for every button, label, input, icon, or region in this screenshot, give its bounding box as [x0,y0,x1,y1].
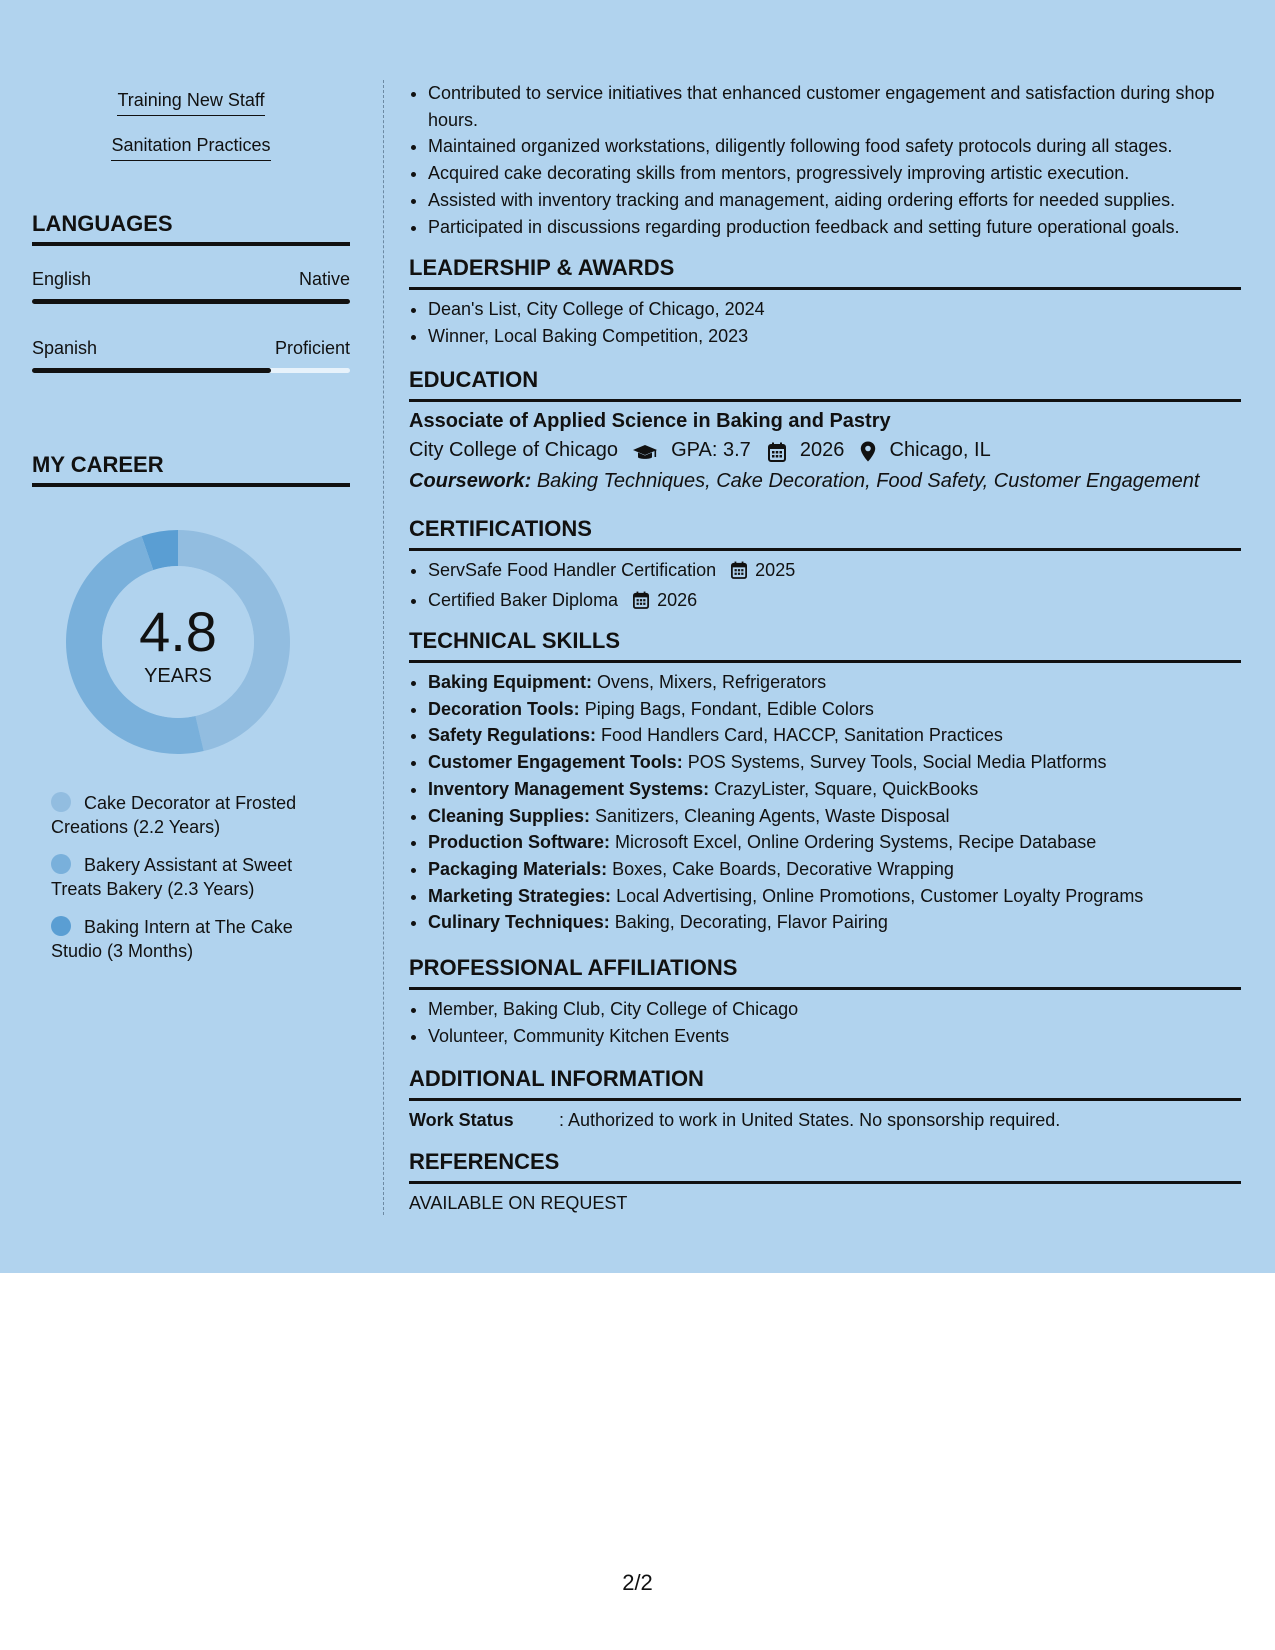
skill-category: Inventory Management Systems: [428,778,710,799]
career-total-unit: YEARS [144,665,212,687]
language-level: Native [298,269,350,289]
affiliations-heading: PROFESSIONAL AFFILIATIONS [409,955,1241,990]
certifications-list [409,557,1260,616]
leadership-item: • Winner, Local Baking Competition, 2023 [428,323,1260,350]
skill-item [32,133,350,161]
skill-category: Culinary Techniques: [428,912,610,933]
certification-year: 2026 [657,589,698,610]
language-row [32,337,350,359]
skill-category: Safety Regulations: [428,725,597,746]
column-divider [383,80,384,1215]
language-name: English [32,269,92,289]
skill-values: POS Systems, Survey Tools, Social Media Platforms [687,752,1107,773]
technical-skill-item [428,696,1260,723]
technical-skill-item [428,776,1260,803]
affiliation-item: • Member, Baking Club, City College of Chicago [428,996,1260,1023]
language-row [32,268,350,290]
language-bar [32,299,350,304]
affiliations-list [409,996,1260,1049]
education-details [409,437,991,466]
calendar-icon [731,560,747,587]
skill-values: Boxes, Cake Boards, Decorative Wrapping [612,858,954,879]
technical-skill-item [428,829,1260,856]
location-pin-icon [860,440,876,466]
calendar-icon [768,440,786,466]
skill-item [32,88,350,116]
legend-dot [51,854,71,874]
experience-bullet-list [409,80,1260,240]
experience-bullet: • Assisted with inventory tracking and management, aiding ordering efforts for needed supplies. [428,187,1260,214]
certification-name: Certified Baker Diploma [428,589,619,610]
skill-values: CrazyLister, Square, QuickBooks [714,778,979,799]
career-legend-item [51,791,341,839]
work-status-label: Work Status [409,1110,514,1130]
coursework [409,468,1199,494]
experience-bullet: • Participated in discussions regarding production feedback and setting future operational goals. [428,214,1260,241]
work-status-row [409,1108,1060,1132]
gpa: GPA: 3.7 [671,439,751,461]
technical-skills-heading: TECHNICAL SKILLS [409,628,1241,663]
language-name: Spanish [32,338,98,358]
technical-skill-item [428,883,1260,910]
technical-skill-item [428,909,1260,936]
degree-title: Associate of Applied Science in Baking and Pastry [409,410,891,432]
language-level: Proficient [274,338,350,358]
career-legend-label: Bakery Assistant at Sweet Treats Bakery (2.3 Years) [51,855,293,899]
page-number: 2/2 [622,1570,653,1595]
experience-bullet: • Maintained organized workstations, diligently following food safety protocols during all stages. [428,133,1260,160]
career-legend-item [51,915,341,963]
calendar-icon [633,590,649,617]
references-heading: REFERENCES [409,1149,1241,1184]
references-text: AVAILABLE ON REQUEST [409,1193,628,1213]
school-name: City College of Chicago [409,439,618,461]
certification-item [428,557,1260,587]
skill-values: Local Advertising, Online Promotions, Customer Loyalty Programs [616,885,1144,906]
skill-category: Marketing Strategies: [428,885,612,906]
leadership-heading: LEADERSHIP & AWARDS [409,255,1241,290]
leadership-list [409,296,1260,349]
skill-values: Ovens, Mixers, Refrigerators [597,672,827,692]
technical-skill-item [428,803,1260,830]
leadership-item: • Dean's List, City College of Chicago, 2024 [428,296,1260,323]
language-bar-fill [32,368,271,373]
languages-heading: LANGUAGES [32,211,350,246]
technical-skills-list [409,669,1260,936]
technical-skill-item [428,749,1260,776]
career-heading: MY CAREER [32,452,350,487]
coursework-label: Coursework: [409,470,532,492]
education-heading: EDUCATION [409,367,1241,402]
career-legend-item [51,853,341,901]
technical-skill-item [428,669,1260,696]
coursework-value: Baking Techniques, Cake Decoration, Food Safety, Customer Engagement [536,470,1200,492]
skill-values: Food Handlers Card, HACCP, Sanitation Practices [601,725,1003,746]
legend-dot [51,792,71,812]
technical-skill-item [428,856,1260,883]
skill-category: Cleaning Supplies: [428,805,591,826]
skill-category: Packaging Materials: [428,858,608,879]
skill-values: Microsoft Excel, Online Ordering Systems, Recipe Database [615,832,1097,853]
skill-category: Production Software: [428,832,611,853]
legend-dot [51,916,71,936]
language-bar-fill [32,299,350,304]
experience-bullet: • Contributed to service initiatives that enhanced customer engagement and satisfaction during shop hours. [428,80,1260,133]
additional-info-heading: ADDITIONAL INFORMATION [409,1066,1241,1101]
skill-category: Baking Equipment: [428,672,593,692]
skill-category: Decoration Tools: [428,698,580,719]
experience-bullet: • Acquired cake decorating skills from mentors, progressively improving artistic execution. [428,160,1260,187]
graduation-cap-icon [632,440,658,466]
technical-skill-item [428,722,1260,749]
career-total-value: 4.8 [139,600,217,663]
work-status-value: : Authorized to work in United States. No sponsorship required. [559,1110,1061,1130]
skill-values: Baking, Decorating, Flavor Pairing [614,912,888,933]
skill-label: Training New Staff [117,88,264,116]
career-legend-label: Baking Intern at The Cake Studio (3 Months) [51,917,293,961]
affiliation-item: • Volunteer, Community Kitchen Events [428,1023,1260,1050]
graduation-year: 2026 [799,439,845,461]
certifications-heading: CERTIFICATIONS [409,516,1241,551]
skill-values: Piping Bags, Fondant, Edible Colors [584,698,874,719]
education-location: Chicago, IL [889,439,991,461]
career-legend-label: Cake Decorator at Frosted Creations (2.2 Years) [51,793,297,837]
certification-name: ServSafe Food Handler Certification [428,560,717,580]
language-bar [32,368,350,373]
skill-category: Customer Engagement Tools: [428,752,683,773]
skill-values: Sanitizers, Cleaning Agents, Waste Disposal [595,805,950,826]
certification-item [428,587,1260,617]
career-donut-chart [66,530,290,754]
skill-label: Sanitation Practices [111,133,270,161]
certification-year: 2025 [755,560,796,580]
